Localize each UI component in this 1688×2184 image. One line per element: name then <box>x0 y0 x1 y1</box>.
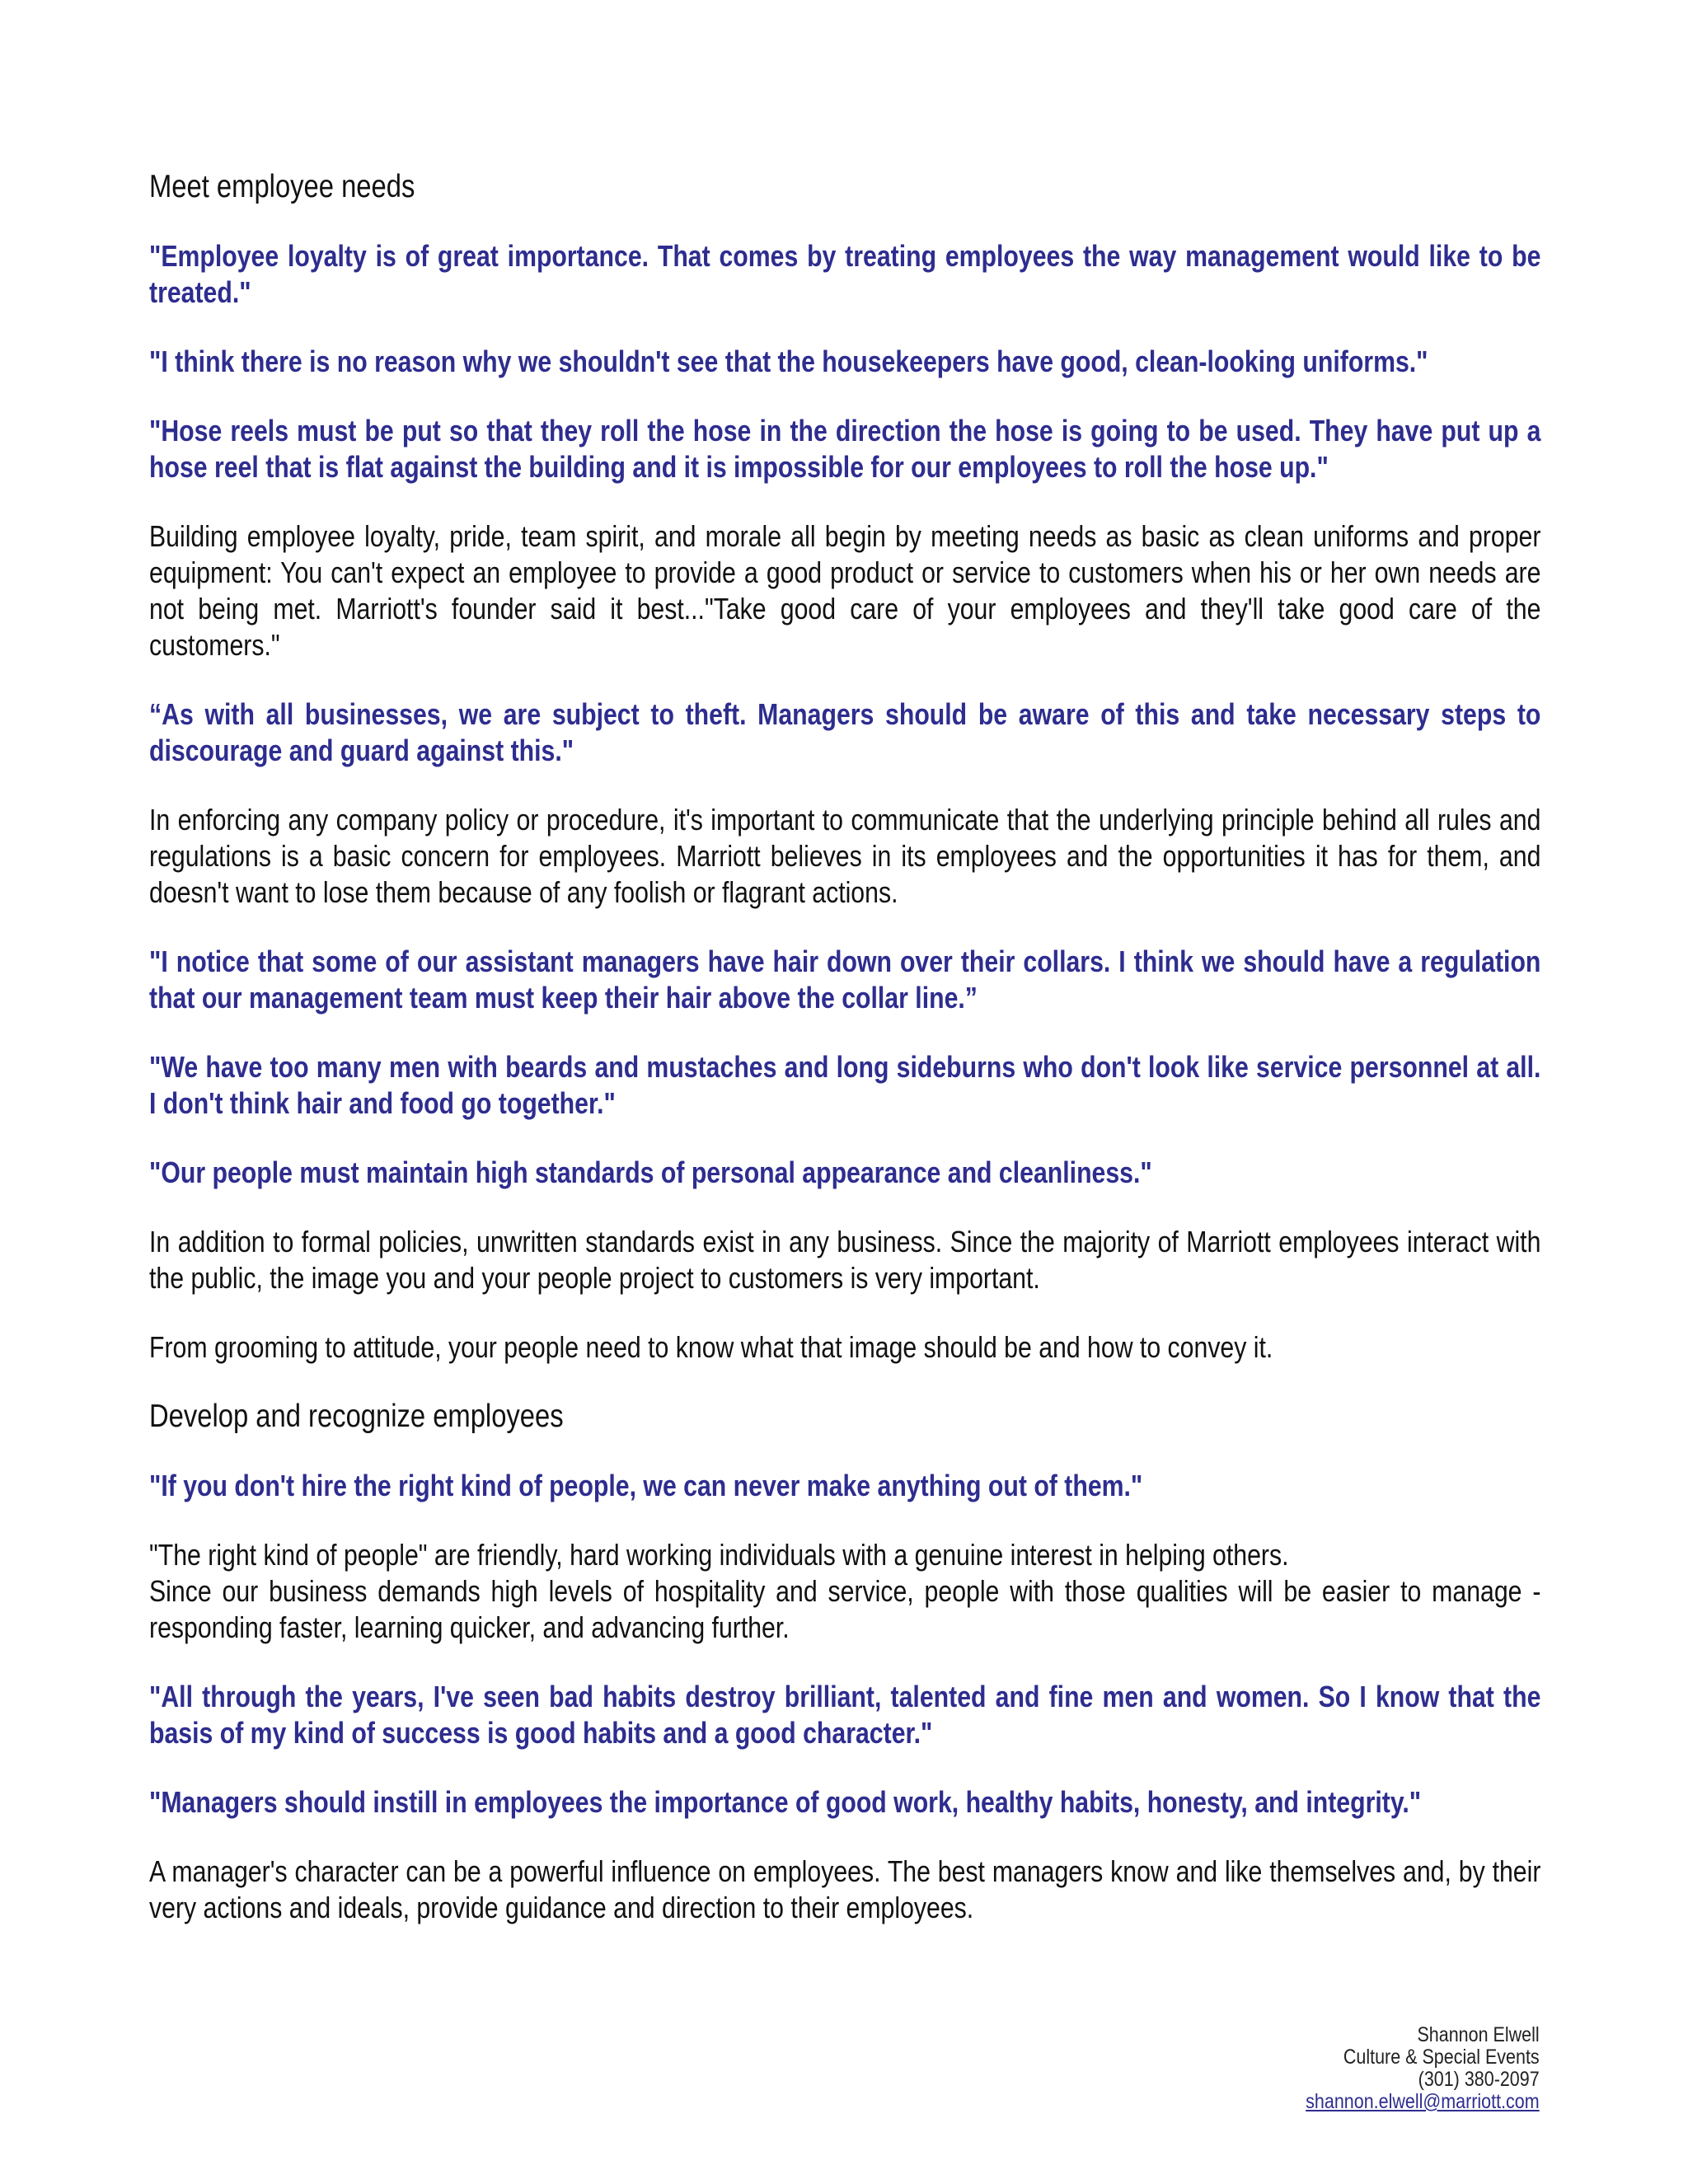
section-heading-meet-employee-needs: Meet employee needs <box>149 169 415 204</box>
quote-hire-right-people: "If you don't hire the right kind of people, we can never make anything out of them." <box>149 1469 1143 1502</box>
signature-email-link[interactable]: shannon.elwell@marriott.com <box>1306 2090 1540 2113</box>
quote-instill-integrity: "Managers should instill in employees the importance of good work, healthy habits, honesty, and integrity." <box>149 1785 1422 1819</box>
quote-hose-reels: "Hose reels must be put so that they roll the hose in the direction the hose is going to be used. They have put up a hose reel that is flat against the building and it is impossible for our employees to roll the hose up." <box>149 414 1541 484</box>
quote-bad-habits: "All through the years, I've seen bad habits destroy brilliant, talented and fine men and women. So I know that the basis of my kind of success is good habits and a good character." <box>149 1680 1541 1750</box>
paragraph-right-kind-of-people <box>149 1537 1540 1646</box>
paragraph-line: "The right kind of people" are friendly, hard working individuals with a genuine interest in helping others. <box>149 1538 1289 1572</box>
paragraph-line: Since our business demands high levels of hospitality and service, people with those qualities will be easier to manage - responding faster, learning quicker, and advancing further. <box>149 1574 1541 1644</box>
signature-phone: (301) 380-2097 <box>1418 2068 1540 2091</box>
section-heading-develop-recognize: Develop and recognize employees <box>149 1399 564 1434</box>
signature-block <box>1306 2024 1540 2113</box>
paragraph-grooming-attitude: From grooming to attitude, your people need to know what that image should be and how to convey it. <box>149 1330 1273 1364</box>
quote-hair-collar: "I notice that some of our assistant managers have hair down over their collars. I think we should have a regulation that our management team must keep their hair above the collar line.” <box>149 944 1541 1015</box>
paragraph-manager-character: A manager's character can be a powerful influence on employees. The best managers know and like themselves and, by their very actions and ideals, provide guidance and direction to their employees. <box>149 1854 1541 1924</box>
signature-name: Shannon Elwell <box>1417 2023 1540 2046</box>
paragraph-enforcing-policy: In enforcing any company policy or procedure, it's important to communicate that the underlying principle behind all rules and regulations is a basic concern for employees. Marriott believes in its employees and the opportunities it has for them, and doesn't want to lose them because of any foolish or flagrant actions. <box>149 803 1541 909</box>
quote-theft: “As with all businesses, we are subject to theft. Managers should be aware of this and take necessary steps to discourage and guard against this." <box>149 697 1541 767</box>
quote-beards-mustaches: "We have too many men with beards and mustaches and long sideburns who don't look like service personnel at all. I don't think hair and food go together." <box>149 1050 1541 1120</box>
paragraph-unwritten-standards: In addition to formal policies, unwritten standards exist in any business. Since the majority of Marriott employees interact with the public, the image you and your people project to customers is very important. <box>149 1225 1541 1295</box>
signature-department: Culture & Special Events <box>1343 2046 1540 2069</box>
paragraph-building-loyalty: Building employee loyalty, pride, team spirit, and morale all begin by meeting needs as basic as clean uniforms and proper equipment: You can't expect an employee to provide a good product or service to customers when his or her own needs are not being met. Marriott's founder said it best..."Take good care of your employees and they'll take good care of the customers." <box>149 519 1541 662</box>
quote-employee-loyalty: "Employee loyalty is of great importance. That comes by treating employees the way management would like to be treated." <box>149 239 1541 309</box>
quote-personal-appearance: "Our people must maintain high standards of personal appearance and cleanliness." <box>149 1155 1152 1189</box>
quote-housekeeper-uniforms: "I think there is no reason why we shouldn't see that the housekeepers have good, clean-looking uniforms." <box>149 344 1428 378</box>
document-body <box>149 169 1541 1959</box>
